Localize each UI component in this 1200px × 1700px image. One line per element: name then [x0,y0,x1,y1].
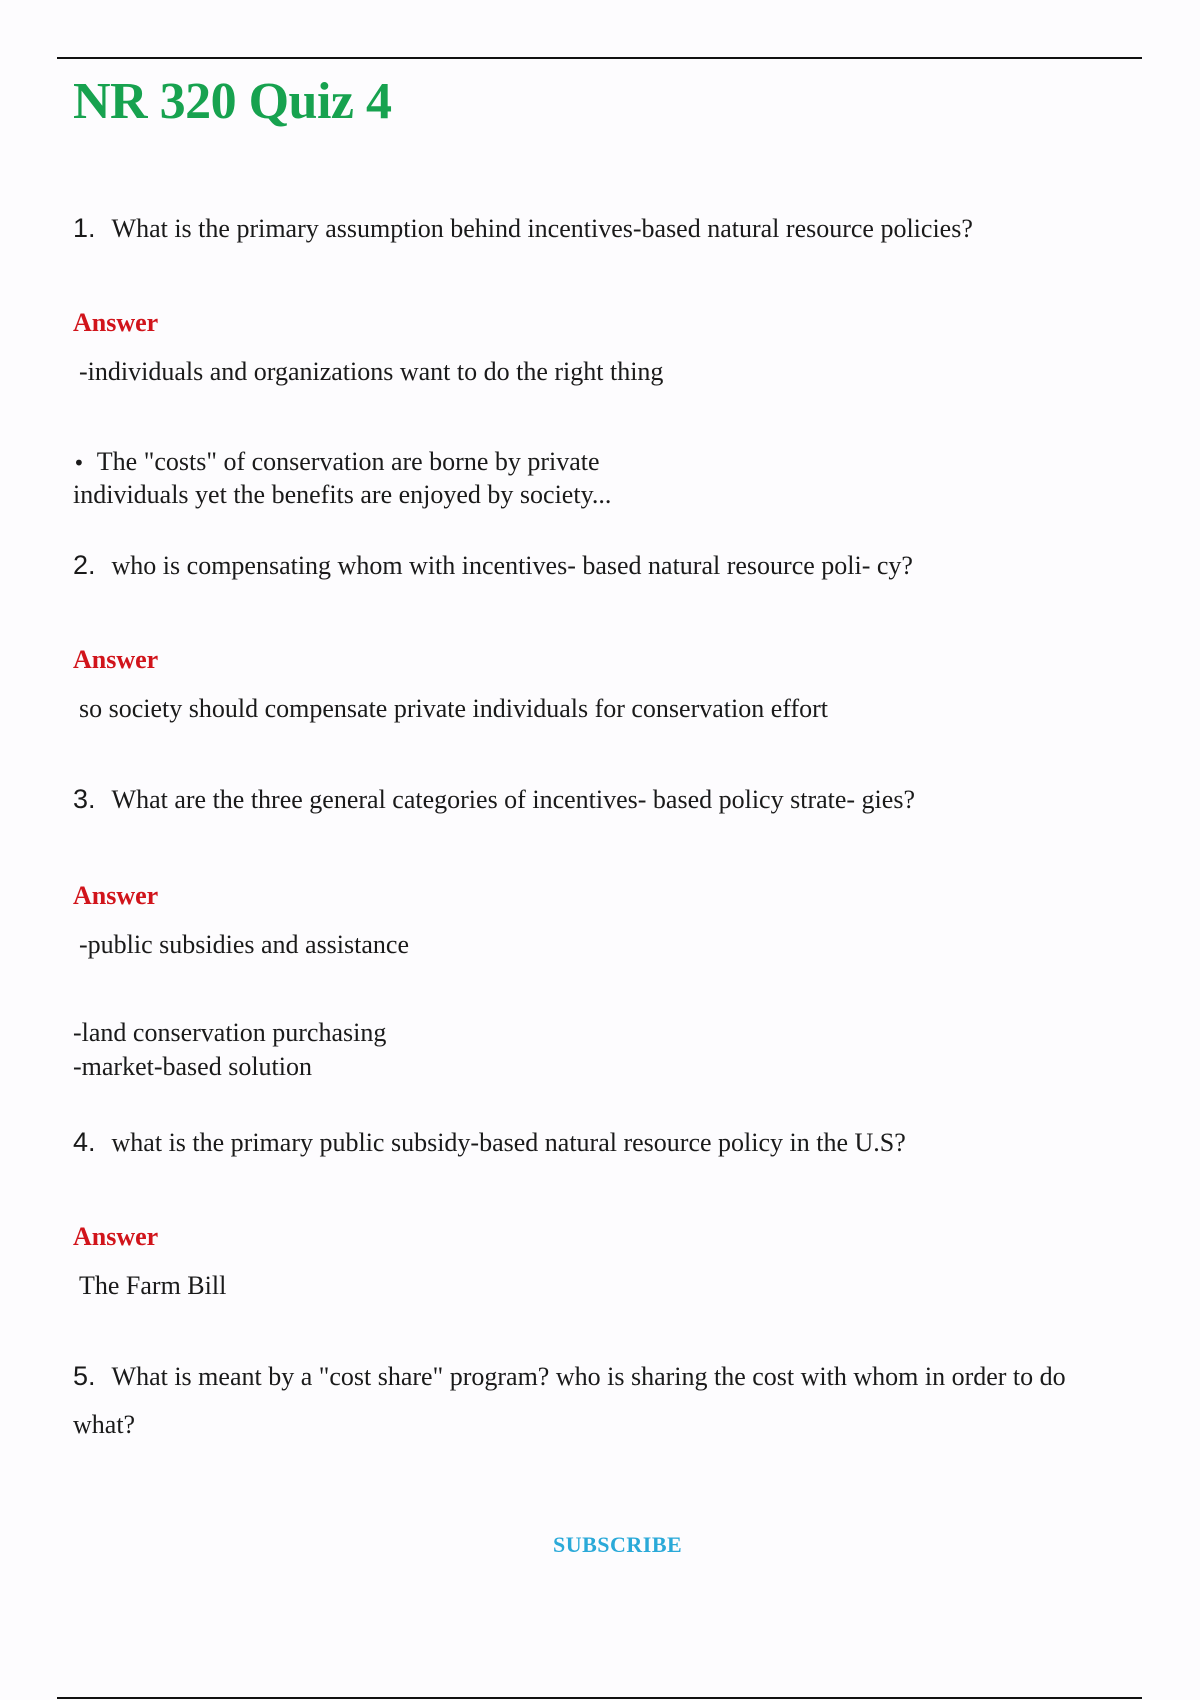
answer-text: -individuals and organizations want to do the right thing [79,357,664,386]
question-1 [73,204,973,253]
answer-label: Answer [73,1222,159,1251]
question-number: 2. [73,550,96,580]
question-number: 1. [73,213,96,243]
answer-text: so society should compensate private individuals for conservation effort [79,694,828,723]
subscribe-link[interactable]: SUBSCRIBE [553,1532,683,1557]
question-text: What is meant by a "cost share" program? who is sharing the cost with whom in order to do what? [73,1362,1066,1439]
bottom-rule [57,1697,1142,1699]
answer-label: Answer [73,645,159,674]
question-number: 3. [73,784,96,814]
note-line: individuals yet the benefits are enjoyed by society... [73,480,612,509]
answer-note [73,1016,386,1084]
top-rule [57,57,1142,59]
answer-label: Answer [73,881,159,910]
question-text: What is the primary assumption behind incentives-based natural resource policies? [111,214,973,243]
question-number: 5. [73,1361,96,1391]
question-4 [73,1118,906,1167]
note-line: -land conservation purchasing [73,1018,387,1047]
question-number: 4. [73,1127,96,1157]
bullet-icon: • [73,451,85,475]
question-5 [73,1352,1123,1449]
note-line: -market-based solution [73,1052,312,1081]
answer-label: Answer [73,308,159,337]
answer-text: -public subsidies and assistance [79,930,409,959]
question-2 [73,541,913,590]
answer-text: The Farm Bill [79,1271,227,1300]
question-text: who is compensating whom with incentives- based natural resource poli- cy? [111,551,913,580]
question-3 [73,775,915,824]
answer-note [73,446,611,510]
note-line: The "costs" of conservation are borne by private [96,447,600,476]
question-text: what is the primary public subsidy-based natural resource policy in the U.S? [111,1128,906,1157]
question-text: What are the three general categories of incentives- based policy strate- gies? [111,785,915,814]
document-title: NR 320 Quiz 4 [73,73,392,130]
